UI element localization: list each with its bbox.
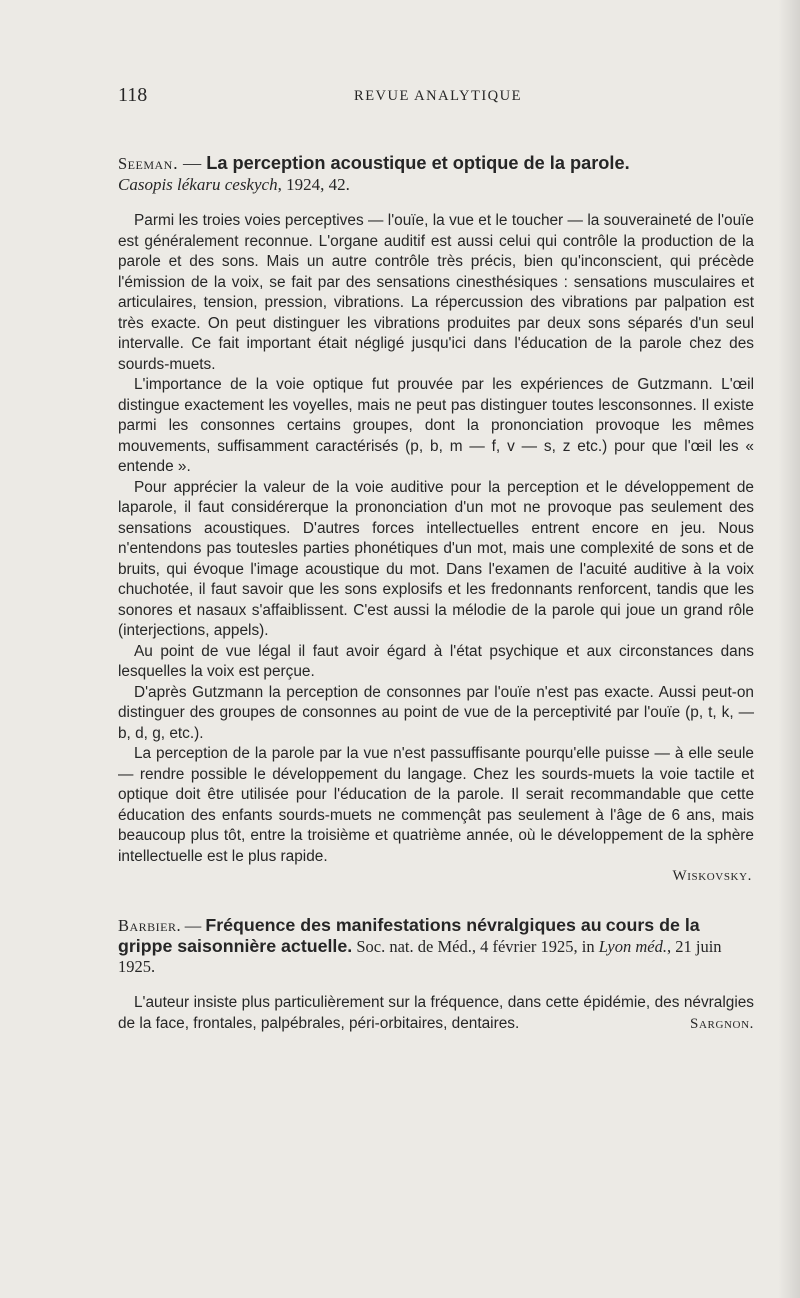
page-number: 118	[118, 84, 148, 106]
page-header	[118, 84, 758, 110]
article-body	[118, 993, 754, 1034]
source-journal: Casopis lékaru ceskych	[118, 175, 278, 194]
source-journal: Lyon méd.	[598, 937, 667, 956]
article-title-part1: Fréquence des manifestations névralgiques au	[205, 915, 602, 935]
source-details: , 1924, 42.	[277, 175, 350, 194]
article-title-part2: cours de la grippe saisonnière actuelle.	[118, 915, 700, 956]
paragraph: Parmi les troies voies perceptives — l'ouïe, la vue et le toucher — la souveraineté de l'ouïe est généralement reconnue. L'organe auditif est aussi celui qui contrôle la production de la parole et des sons. Mais un autre contrôle très précis, bien qu'inconscient, qui précède l'émission de la voix, se fait par des sensations cinesthésiques : sensations musculaires et articulaires, tension, pression, vibrations. La répercussion des vibrations par palpation est très exacte. On peut distinguer les vibrations produites par deux sons séparés d'un seul intervalle. Ce fait important était négligé jusqu'ici dans l'éducation de la parole chez des sourds-muets.	[118, 212, 754, 373]
source-details: Soc. nat. de Méd., 4 février 1925, in	[352, 937, 599, 956]
page-edge-shadow	[778, 0, 800, 1298]
source-date: , 21 juin 1925.	[118, 937, 722, 976]
heading-dash: —	[182, 153, 202, 173]
article-barbier	[118, 915, 754, 1034]
page-content	[118, 152, 754, 1034]
reviewer-signature: Sargnon.	[690, 1015, 754, 1032]
running-head: REVUE ANALYTIQUE	[354, 88, 522, 104]
article-author: Seeman	[118, 154, 173, 173]
paragraph: Au point de vue légal il faut avoir égard à l'état psychique et aux circonstances dans lesquelles la voix est perçue.	[118, 642, 754, 680]
article-source	[118, 175, 754, 195]
article-title: La perception acoustique et optique de la parole.	[206, 153, 630, 173]
paragraph: Pour apprécier la valeur de la voie auditive pour la perception et le développement de laparole, il faut considérerque la prononciation d'un mot ne provoque pas seulement des sensations acoustiques. D'autres forces intellectuelles entrent encore en jeu. Nous n'entendons pas toutesles parties phonétiques d'un mot, mais une complexité de sons et de bruits, qui évoque l'image acoustique du mot. Dans l'examen de l'acuité auditive à la voix chuchotée, il faut savoir que les sons explosifs et les fredonnants renforcent, tandis que les sonores et nasaux s'affaiblissent. C'est aussi la mélodie de la parole qui joue un grand rôle (interjections, appels).	[118, 478, 754, 639]
paragraph: La perception de la parole par la vue n'est passuffisante pourqu'elle puisse — à elle seule — rendre possible le développement du langage. Chez les sourds-muets la voie tactile et optique doit être utilisée pour l'éducation de la parole. Il serait recommandable que cette éducation des enfants sourds-muets ne commençât pas seulement à l'âge de 6 ans, mais beaucoup plus tôt, entre la troisième et quatrième année, où le développement de la sphère intellectuelle est le plus rapide.	[118, 745, 754, 865]
article-seeman	[118, 152, 754, 885]
paragraph: D'après Gutzmann la perception de consonnes par l'ouïe n'est pas exacte. Aussi peut-on distinguer des groupes de consonnes au point de vue de la perceptivité par l'ouïe (p, t, k, — b, d, g, etc.).	[118, 683, 754, 742]
paragraph	[118, 993, 754, 1034]
article-author: Barbier	[118, 916, 177, 935]
article-body	[118, 211, 754, 867]
heading-dash: —	[184, 916, 202, 935]
paragraph: L'importance de la voie optique fut prouvée par les expériences de Gutzmann. L'œil distingue exactement les voyelles, mais ne peut pas distinguer toutes lesconsonnes. Il existe parmi les consonnes certains groupes, dont la prononciation provoque les mêmes mouvements, suffisamment caractérisés (p, b, m — f, v — s, z etc.) pour que l'œil les « entende ».	[118, 376, 754, 475]
article-heading: Barbier. — Fréquence des manifestations névralgiques au cours de la grippe saisonnière actuelle. Soc. nat. de Méd., 4 février 1925, in Lyon méd., 21 juin 1925.	[118, 915, 722, 976]
reviewer-signature: Wiskovsky.	[672, 868, 752, 884]
paragraph-text: L'auteur insiste plus particulièrement sur la fréquence, dans cette épidémie, des névralgies de la face, frontales, palpébrales, péri-orbitaires, dentaires.	[118, 994, 754, 1032]
article-heading: Seeman. — La perception acoustique et optique de la parole.	[118, 153, 630, 173]
